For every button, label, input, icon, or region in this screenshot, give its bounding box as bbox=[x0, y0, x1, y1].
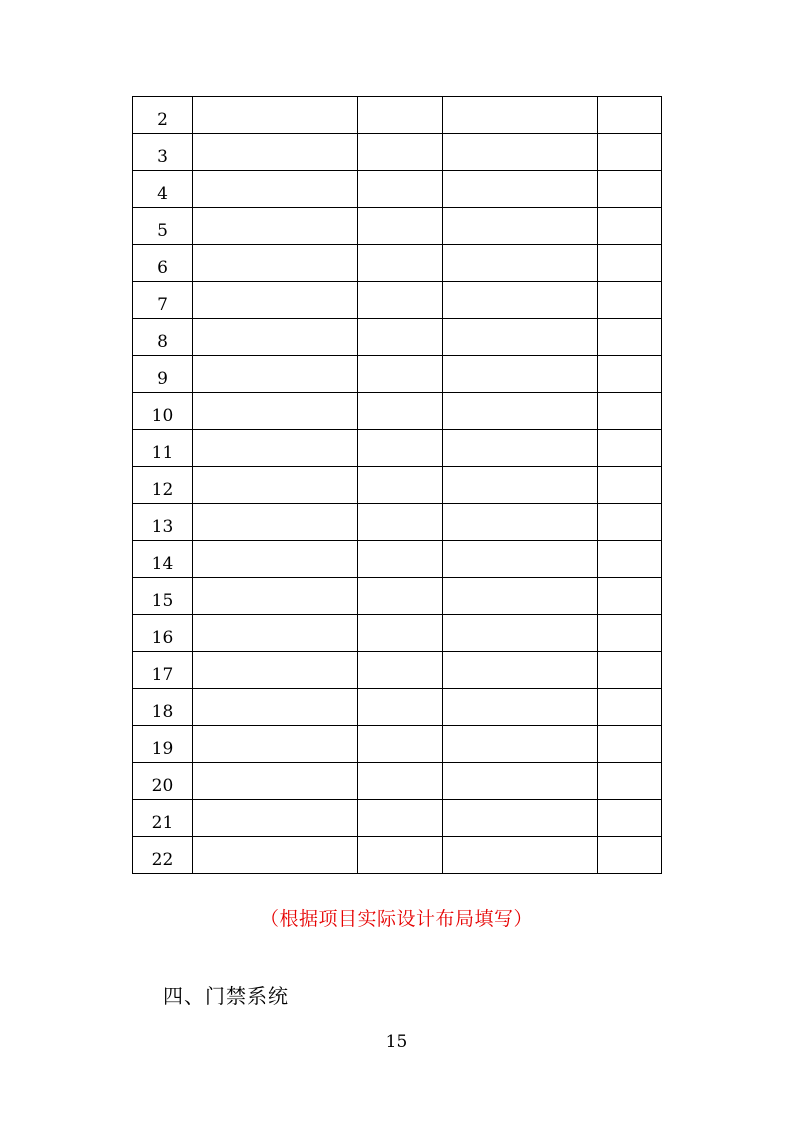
empty-cell bbox=[193, 134, 358, 171]
empty-cell bbox=[443, 208, 598, 245]
empty-cell bbox=[358, 467, 443, 504]
empty-cell bbox=[443, 541, 598, 578]
empty-cell bbox=[443, 319, 598, 356]
row-number-cell: 2 bbox=[133, 97, 193, 134]
empty-cell bbox=[193, 467, 358, 504]
empty-cell bbox=[193, 171, 358, 208]
empty-cell bbox=[358, 134, 443, 171]
empty-cell bbox=[443, 837, 598, 874]
table-row bbox=[133, 726, 662, 763]
empty-cell bbox=[443, 245, 598, 282]
row-number-cell: 8 bbox=[133, 319, 193, 356]
row-number-cell: 21 bbox=[133, 800, 193, 837]
table-row bbox=[133, 800, 662, 837]
empty-cell bbox=[193, 245, 358, 282]
empty-cell bbox=[598, 504, 662, 541]
empty-cell bbox=[443, 171, 598, 208]
empty-cell bbox=[193, 504, 358, 541]
empty-cell bbox=[598, 578, 662, 615]
empty-cell bbox=[193, 393, 358, 430]
empty-cell bbox=[598, 97, 662, 134]
empty-cell bbox=[358, 541, 443, 578]
empty-cell bbox=[193, 615, 358, 652]
section-heading: 四、门禁系统 bbox=[163, 984, 289, 1008]
table-row bbox=[133, 97, 662, 134]
empty-cell bbox=[358, 726, 443, 763]
row-number-cell: 14 bbox=[133, 541, 193, 578]
table-row bbox=[133, 578, 662, 615]
row-number-cell: 5 bbox=[133, 208, 193, 245]
empty-cell bbox=[443, 689, 598, 726]
empty-cell bbox=[358, 208, 443, 245]
empty-cell bbox=[598, 208, 662, 245]
empty-cell bbox=[598, 319, 662, 356]
empty-cell bbox=[598, 430, 662, 467]
empty-cell bbox=[443, 800, 598, 837]
table-row bbox=[133, 652, 662, 689]
empty-cell bbox=[598, 652, 662, 689]
empty-cell bbox=[598, 689, 662, 726]
table-row bbox=[133, 393, 662, 430]
empty-cell bbox=[598, 171, 662, 208]
empty-cell bbox=[193, 430, 358, 467]
empty-cell bbox=[598, 800, 662, 837]
table-body bbox=[133, 97, 662, 874]
row-number-cell: 12 bbox=[133, 467, 193, 504]
empty-cell bbox=[443, 393, 598, 430]
table-row bbox=[133, 689, 662, 726]
row-number-cell: 15 bbox=[133, 578, 193, 615]
table-row bbox=[133, 245, 662, 282]
row-number-cell: 19 bbox=[133, 726, 193, 763]
empty-cell bbox=[443, 134, 598, 171]
empty-cell bbox=[193, 208, 358, 245]
row-number-cell: 10 bbox=[133, 393, 193, 430]
empty-cell bbox=[598, 541, 662, 578]
empty-cell bbox=[358, 763, 443, 800]
table-row bbox=[133, 763, 662, 800]
empty-cell bbox=[193, 689, 358, 726]
empty-cell bbox=[443, 726, 598, 763]
empty-cell bbox=[358, 689, 443, 726]
empty-cell bbox=[598, 282, 662, 319]
empty-cell bbox=[598, 837, 662, 874]
row-number-cell: 7 bbox=[133, 282, 193, 319]
empty-cell bbox=[193, 763, 358, 800]
empty-cell bbox=[193, 578, 358, 615]
empty-cell bbox=[358, 800, 443, 837]
table-row bbox=[133, 319, 662, 356]
empty-cell bbox=[443, 504, 598, 541]
row-number-cell: 3 bbox=[133, 134, 193, 171]
empty-cell bbox=[443, 763, 598, 800]
empty-cell bbox=[358, 282, 443, 319]
empty-cell bbox=[443, 356, 598, 393]
row-number-cell: 22 bbox=[133, 837, 193, 874]
empty-cell bbox=[193, 541, 358, 578]
empty-cell bbox=[358, 837, 443, 874]
equipment-table bbox=[132, 96, 662, 874]
empty-cell bbox=[598, 356, 662, 393]
row-number-cell: 17 bbox=[133, 652, 193, 689]
table-row bbox=[133, 837, 662, 874]
empty-cell bbox=[598, 726, 662, 763]
table-row bbox=[133, 356, 662, 393]
table-row bbox=[133, 430, 662, 467]
empty-cell bbox=[358, 319, 443, 356]
table-row bbox=[133, 467, 662, 504]
table-row bbox=[133, 134, 662, 171]
empty-cell bbox=[358, 652, 443, 689]
empty-cell bbox=[358, 171, 443, 208]
table-row bbox=[133, 541, 662, 578]
empty-cell bbox=[358, 615, 443, 652]
empty-cell bbox=[598, 245, 662, 282]
empty-cell bbox=[443, 615, 598, 652]
row-number-cell: 20 bbox=[133, 763, 193, 800]
row-number-cell: 6 bbox=[133, 245, 193, 282]
row-number-cell: 16 bbox=[133, 615, 193, 652]
empty-cell bbox=[443, 652, 598, 689]
table-row bbox=[133, 615, 662, 652]
empty-cell bbox=[598, 467, 662, 504]
empty-cell bbox=[358, 356, 443, 393]
empty-cell bbox=[443, 578, 598, 615]
empty-cell bbox=[358, 393, 443, 430]
empty-cell bbox=[193, 97, 358, 134]
empty-cell bbox=[358, 97, 443, 134]
empty-cell bbox=[443, 430, 598, 467]
table-row bbox=[133, 504, 662, 541]
page-number: 15 bbox=[385, 1032, 408, 1052]
row-number-cell: 13 bbox=[133, 504, 193, 541]
empty-cell bbox=[193, 837, 358, 874]
row-number-cell: 4 bbox=[133, 171, 193, 208]
empty-cell bbox=[443, 97, 598, 134]
empty-cell bbox=[358, 578, 443, 615]
empty-cell bbox=[358, 430, 443, 467]
empty-cell bbox=[598, 134, 662, 171]
empty-cell bbox=[193, 652, 358, 689]
empty-cell bbox=[443, 282, 598, 319]
row-number-cell: 11 bbox=[133, 430, 193, 467]
row-number-cell: 18 bbox=[133, 689, 193, 726]
fill-instruction-note: （根据项目实际设计布局填写） bbox=[259, 908, 533, 930]
empty-cell bbox=[443, 467, 598, 504]
empty-cell bbox=[358, 245, 443, 282]
empty-cell bbox=[598, 763, 662, 800]
empty-cell bbox=[193, 726, 358, 763]
table-row bbox=[133, 208, 662, 245]
empty-cell bbox=[193, 356, 358, 393]
empty-cell bbox=[358, 504, 443, 541]
empty-cell bbox=[598, 393, 662, 430]
table-row bbox=[133, 282, 662, 319]
empty-cell bbox=[193, 282, 358, 319]
empty-cell bbox=[193, 319, 358, 356]
empty-cell bbox=[193, 800, 358, 837]
row-number-cell: 9 bbox=[133, 356, 193, 393]
empty-cell bbox=[598, 615, 662, 652]
table-row bbox=[133, 171, 662, 208]
